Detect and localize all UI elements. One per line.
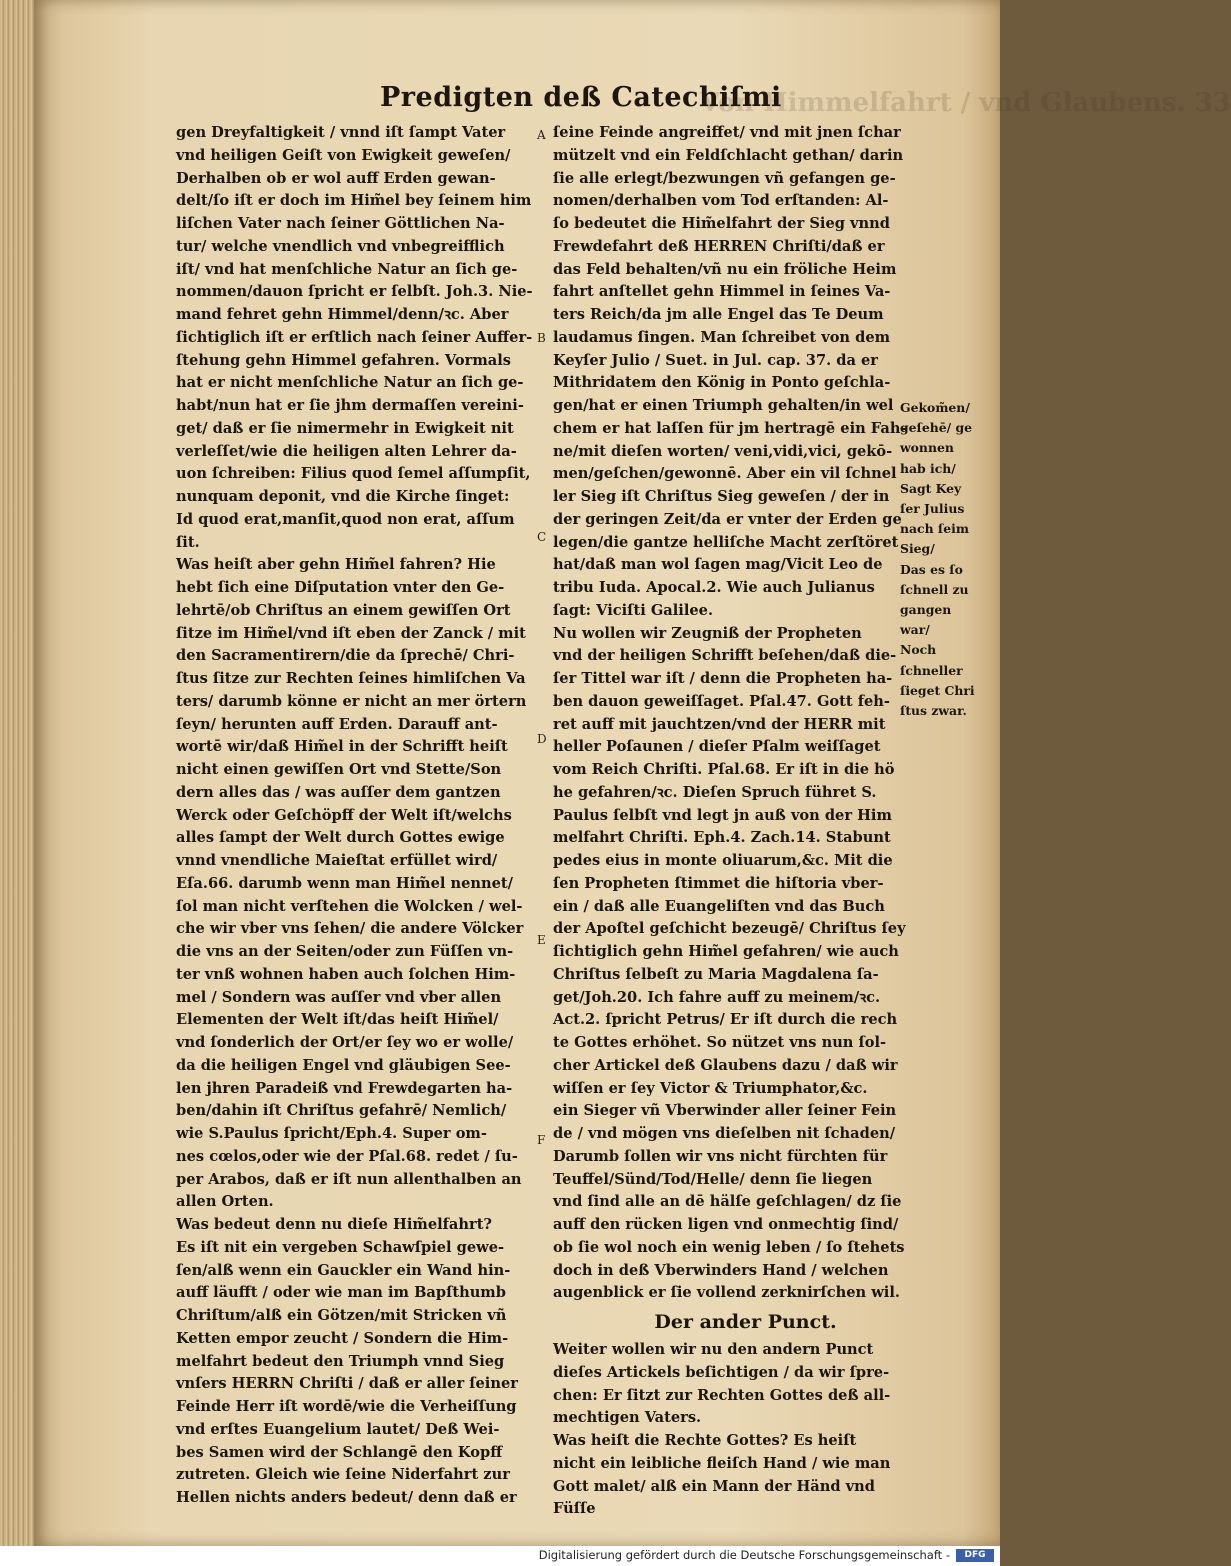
margin-note-line: hab ich/ bbox=[900, 460, 956, 476]
text-line: den Sacramentirern/die da ſprechē/ Chri- bbox=[176, 647, 515, 665]
text-line: ein / daß alle Euangeliſten vnd das Buch bbox=[553, 897, 885, 915]
text-line: men/geſchen/gewonnē. Aber ein vil ſchnel bbox=[553, 465, 897, 483]
text-line: ſo bedeutet die Him̃elfahrt der Sieg vnnd bbox=[553, 215, 890, 232]
text-line: per Arabos, daß er iſt nun allenthalben an bbox=[176, 1170, 522, 1188]
marker-f: F bbox=[537, 1133, 546, 1147]
text-line: tribu Iuda. Apocal.2. Wie auch Julianus bbox=[553, 579, 875, 596]
text-line: chen: Er ſitzt zur Rechten Gottes deß all- bbox=[553, 1386, 891, 1404]
text-line: Paulus ſelbſt vnd legt jn auß von der Him bbox=[553, 806, 892, 824]
text-line: gen/hat er einen Triumph gehalten/in wel bbox=[553, 397, 894, 414]
running-head: Predigten deß Catechiſmi bbox=[380, 82, 782, 113]
text-line: ſeine Feinde angreiffet/ vnd mit jnen ſchar bbox=[553, 124, 901, 141]
text-line: augenblick er ſie vollend zerknirſchen wil. bbox=[553, 1284, 900, 1302]
text-line: Werck oder Geſchöpff der Welt iſt/welchs bbox=[176, 806, 512, 824]
text-line: Derhalben ob er wol auff Erden gewan- bbox=[176, 169, 496, 187]
text-line: de / vnd mögen vns dieſelben nit ſchaden/ bbox=[553, 1125, 896, 1142]
text-line: delt/ſo iſt er doch im Him̃el bey ſeinem him bbox=[176, 192, 532, 210]
text-line: Gott malet/ alß ein Mann der Händ vnd bbox=[553, 1477, 875, 1495]
text-line: ler Sieg iſt Chriſtus Sieg geweſen / der in bbox=[553, 488, 890, 505]
text-line: melfahrt bedeut den Triumph vnnd Sieg bbox=[176, 1352, 505, 1370]
text-line: ben/dahin iſt Chriſtus gefahrē/ Nemlich/ bbox=[176, 1102, 507, 1120]
text-line: heller Poſaunen / dieſer Pſalm weiſſaget bbox=[553, 738, 881, 756]
text-line: vnnd vnendliche Maieſtat erfüllet wird/ bbox=[176, 852, 498, 869]
right-column bbox=[553, 122, 907, 1521]
text-line: iſt/ vnd hat menſchliche Natur an ſich ge- bbox=[176, 260, 518, 278]
text-line: nommen/dauon ſpricht er ſelbſt. Joh.3. Nie- bbox=[176, 283, 533, 301]
text-line: ſer Tittel war iſt / denn die Propheten ha- bbox=[553, 670, 893, 687]
text-line: Hellen nichts anders bedeut/ denn daß er bbox=[176, 1489, 517, 1506]
text-line: wie S.Paulus ſpricht/Eph.4. Super om- bbox=[176, 1125, 487, 1142]
text-line: Füſſe bbox=[553, 1500, 596, 1518]
text-line: fahrt anſtellet gehn Himmel in ſeines Va- bbox=[553, 283, 891, 301]
margin-note-line: nach ſeim bbox=[900, 521, 969, 537]
text-line: melfahrt Chriſti. Eph.4. Zach.14. Stabunt bbox=[553, 829, 891, 847]
text-line: ſitze im Him̃el/vnd iſt eben der Zanck / mit bbox=[176, 624, 526, 642]
text-line: mel / Sondern was auſſer vnd vber allen bbox=[176, 988, 502, 1006]
text-line: te Gottes erhöhet. So nützet vns nun ſol- bbox=[553, 1034, 887, 1051]
text-line: Feinde Herr iſt wordē/wie die Verheiſſung bbox=[176, 1398, 517, 1415]
text-line: bes Samen wird der Schlangē den Kopff bbox=[176, 1443, 503, 1461]
text-line: ſen/alß wenn ein Gauckler ein Wand hin- bbox=[176, 1261, 511, 1279]
text-line: nicht ein leibliche fleiſch Hand / wie man bbox=[553, 1454, 891, 1472]
text-line: zutreten. Gleich wie ſeine Niderfahrt zur bbox=[176, 1466, 510, 1484]
section-heading: Der ander Punct. bbox=[654, 1311, 837, 1333]
text-line: Ketten empor zeucht / Sondern die Him- bbox=[176, 1329, 509, 1347]
margin-note-line: Gekom̃en/ bbox=[900, 400, 970, 415]
text-line: habt/nun hat er ſie jhm dermaſſen vereini- bbox=[176, 397, 524, 414]
text-line: he gefahren/ꝛc. Dieſen Spruch führet S. bbox=[553, 783, 877, 801]
text-line: vnſers HERRN Chriſti / daß er aller ſeiner bbox=[176, 1375, 518, 1393]
text-line: Keyſer Julio / Suet. in Jul. cap. 37. da er bbox=[553, 351, 878, 369]
text-line: dern alles das / was auſſer dem gantzen bbox=[176, 783, 501, 801]
text-line: uon ſchreiben: Filius quod ſemel aſſumpſit, bbox=[176, 465, 531, 483]
text-line: wortē wir/daß Him̃el in der Schrifft heiſt bbox=[176, 738, 508, 756]
text-line: Eſa.66. darumb wenn man Him̃el nennet/ bbox=[176, 874, 513, 892]
text-line: vnd der heiligen Schrifft beſehen/daß die- bbox=[553, 647, 897, 665]
text-line: Mithridatem den König in Ponto geſchla- bbox=[553, 374, 891, 392]
text-line: hebt ſich eine Diſputation vnter den Ge- bbox=[176, 579, 505, 596]
text-line: hat er nicht menſchliche Natur an ſich ge- bbox=[176, 374, 524, 392]
text-line: Chriſtum/alß ein Götzen/mit Stricken vñ bbox=[176, 1307, 507, 1324]
left-column bbox=[176, 122, 533, 1510]
text-line: Nu wollen wir Zeugniß der Propheten bbox=[553, 624, 862, 642]
text-line: Id quod erat,manſit,quod non erat, aſſum bbox=[176, 510, 515, 528]
text-line: ſtus ſitze zur Rechten ſeines himliſchen Va bbox=[176, 670, 526, 687]
text-line: che wir vber vns ſehen/ die andere Völcker bbox=[176, 920, 524, 938]
margin-note-line: Noch bbox=[900, 642, 937, 658]
funding-notice: Digitalisierung gefördert durch die Deutsche Forschungsgemeinschaft - bbox=[538, 1548, 950, 1562]
text-line: ob ſie wol noch ein wenig leben / ſo ſtehets bbox=[553, 1238, 905, 1256]
margin-note-line: geſehē/ ge bbox=[900, 420, 973, 436]
text-line: auff den rücken ligen vnd onmechtig ſind/ bbox=[553, 1216, 899, 1233]
text-line: get/Joh.20. Ich fahre auff zu meinem/ꝛc. bbox=[553, 988, 881, 1006]
margin-note-line: ſer Julius bbox=[900, 501, 965, 517]
text-line: Frewdefahrt deß HERREN Chriſti/daß er bbox=[553, 237, 885, 255]
text-line: tur/ welche vnendlich vnd vnbegreifflich bbox=[176, 237, 505, 255]
text-line: vnd ſind alle an dē hälſe geſchlagen/ dz ſie bbox=[553, 1193, 902, 1211]
text-line: ſeyn/ herunten auff Erden. Darauff ant- bbox=[176, 715, 498, 733]
text-line: Was bedeut denn nu dieſe Him̃elfahrt? bbox=[176, 1216, 492, 1233]
text-line: ter vnß wohnen haben auch ſolchen Him- bbox=[176, 965, 516, 983]
text-line: mützelt vnd ein Feldſchlacht gethan/ darin bbox=[553, 146, 904, 164]
text-line: doch in deß Vberwinders Hand / welchen bbox=[553, 1261, 889, 1279]
text-line: Elementen der Welt iſt/das heiſt Him̃el/ bbox=[176, 1011, 499, 1029]
bleed-through-text: Von Himmelfahrt / vnd Glaubens. 33 bbox=[700, 88, 1231, 118]
marker-e: E bbox=[537, 933, 546, 947]
text-line: cher Artickel deß Glaubens dazu / daß wir bbox=[553, 1056, 898, 1074]
text-line: len jhren Paradeiß vnd Frewdegarten ha- bbox=[176, 1079, 513, 1097]
text-line: verleſſet/wie die heiligen alten Lehrer da- bbox=[176, 442, 517, 460]
margin-note-line: war/ bbox=[900, 622, 930, 638]
text-line: ters Reich/da jm alle Engel das Te Deum bbox=[553, 306, 884, 323]
text-line: der Apoſtel geſchicht bezeugē/ Chriſtus ſey bbox=[553, 920, 906, 938]
margin-note-line: Das es ſo bbox=[900, 561, 963, 577]
text-line: lehrtē/ob Chriſtus an einem gewiſſen Ort bbox=[176, 601, 511, 619]
text-line: Teuffel/Sünd/Tod/Helle/ denn ſie liegen bbox=[553, 1170, 873, 1188]
marker-a: A bbox=[537, 128, 546, 142]
text-line: nunquam deponit, vnd die Kirche ſinget: bbox=[176, 488, 510, 505]
text-line: vom Reich Chriſti. Pſal.68. Er iſt in die hö bbox=[553, 761, 895, 778]
text-line: da die heiligen Engel vnd gläubigen See- bbox=[176, 1056, 511, 1074]
text-line: die vns an der Seiten/oder zun Füſſen vn- bbox=[176, 943, 514, 960]
text-line: hat/daß man wol ſagen mag/Vicit Leo de bbox=[553, 556, 883, 574]
footer-bar bbox=[0, 1546, 1000, 1566]
text-line: ters/ darumb könne er nicht an mer örtern bbox=[176, 692, 527, 710]
text-line: ben dauon geweiſſaget. Pſal.47. Gott feh- bbox=[553, 692, 890, 710]
margin-note-line: wonnen bbox=[900, 440, 954, 456]
text-line: Darumb ſollen wir vns nicht fürchten für bbox=[553, 1147, 888, 1165]
text-line: Was heiſt die Rechte Gottes? Es heiſt bbox=[553, 1432, 857, 1449]
text-line: Es iſt nit ein vergeben Schawſpiel gewe- bbox=[176, 1238, 505, 1256]
marker-c: C bbox=[537, 530, 547, 544]
text-line: das Feld behalten/vñ nu ein fröliche Heim bbox=[553, 260, 897, 278]
text-line: chem er hat laſſen für jm hertragē ein Fah- bbox=[553, 419, 907, 437]
text-line: Act.2. ſpricht Petrus/ Er iſt durch die rech bbox=[553, 1011, 898, 1029]
margin-note-line: Sieg/ bbox=[900, 541, 935, 557]
text-line: Chriſtus ſelbeſt zu Maria Magdalena ſa- bbox=[553, 965, 879, 983]
text-line: legen/die gantze helliſche Macht zerſtöret bbox=[553, 533, 899, 551]
marker-b: B bbox=[537, 331, 546, 345]
text-line: ein Sieger vñ Vberwinder aller ſeiner Fein bbox=[553, 1102, 897, 1120]
text-line: nes cœlos,oder wie der Pſal.68. redet / ſu- bbox=[176, 1147, 518, 1165]
margin-note-line: ſieget Chri bbox=[900, 682, 975, 698]
text-line: dieſes Artickels beſichtigen / da wir ſpre- bbox=[553, 1363, 890, 1381]
text-line: get/ daß er ſie nimermehr in Ewigkeit nit bbox=[176, 419, 514, 437]
text-line: laudamus ſingen. Man ſchreibet von dem bbox=[553, 328, 891, 346]
text-line: gen Dreyfaltigkeit / vnnd iſt ſampt Vater bbox=[176, 124, 506, 141]
marker-d: D bbox=[537, 732, 547, 746]
text-line: mechtigen Vaters. bbox=[553, 1409, 702, 1427]
text-line: Weiter wollen wir nu den andern Punct bbox=[553, 1341, 874, 1358]
text-line: pedes eius in monte oliuarum,&c. Mit die bbox=[553, 852, 893, 869]
margin-note-line: ſchnell zu bbox=[900, 581, 969, 597]
text-line: ſichtiglich iſt er erſtlich nach ſeiner Auffer- bbox=[176, 328, 533, 346]
text-line: nomen/derhalben vom Tod erſtanden: Al- bbox=[553, 192, 889, 210]
text-line: ſagt: Viciſti Galilee. bbox=[553, 601, 714, 619]
text-line: wiſſen er ſey Victor & Triumphator,&c. bbox=[553, 1079, 868, 1097]
text-line: ſichtiglich gehn Him̃el gefahren/ wie auch bbox=[553, 943, 899, 960]
margin-note-line: ſchneller bbox=[900, 662, 963, 678]
text-line: vnd heiligen Geiſt von Ewigkeit geweſen/ bbox=[176, 146, 511, 164]
margin-note-line: gangen bbox=[900, 602, 952, 618]
text-line: liſchen Vater nach ſeiner Göttlichen Na- bbox=[176, 215, 505, 232]
dfg-logo: DFG bbox=[956, 1549, 994, 1562]
text-line: vnd ſonderlich der Ort/er ſey wo er wolle/ bbox=[176, 1034, 514, 1051]
text-line: ſen Propheten ſtimmet die hiſtoria vber- bbox=[553, 874, 884, 892]
text-line: alles ſampt der Welt durch Gottes ewige bbox=[176, 829, 505, 847]
text-line: ſtehung gehn Himmel gefahren. Vormals bbox=[176, 351, 511, 369]
margin-note-line: ſtus zwar. bbox=[900, 703, 967, 719]
text-line: ſol man nicht verſtehen die Wolcken / wel- bbox=[176, 897, 523, 915]
text-line: ne/mit dieſen worten/ veni,vidi,vici, gekō- bbox=[553, 442, 893, 460]
text-line: ret auff mit jauchtzen/vnd der HERR mit bbox=[553, 715, 886, 733]
text-line: ſie alle erlegt/bezwungen vñ gefangen ge- bbox=[553, 169, 896, 187]
text-line: nicht einen gewiſſen Ort vnd Stette/Son bbox=[176, 761, 502, 778]
text-line: Was heiſt aber gehn Him̃el fahren? Hie bbox=[176, 556, 496, 574]
text-line: ſit. bbox=[176, 533, 200, 551]
text-line: allen Orten. bbox=[176, 1193, 274, 1211]
text-line: vnd erſtes Euangelium lautet/ Deß Wei- bbox=[176, 1420, 500, 1438]
text-line: mand fehret gehn Himmel/denn/ꝛc. Aber bbox=[176, 306, 509, 323]
margin-note-line: Sagt Key bbox=[900, 480, 962, 496]
text-line: auff läufft / oder wie man im Bapſthumb bbox=[176, 1284, 506, 1302]
text-line: der geringen Zeit/da er vnter der Erden ge bbox=[553, 510, 902, 528]
margin-note bbox=[900, 398, 975, 721]
